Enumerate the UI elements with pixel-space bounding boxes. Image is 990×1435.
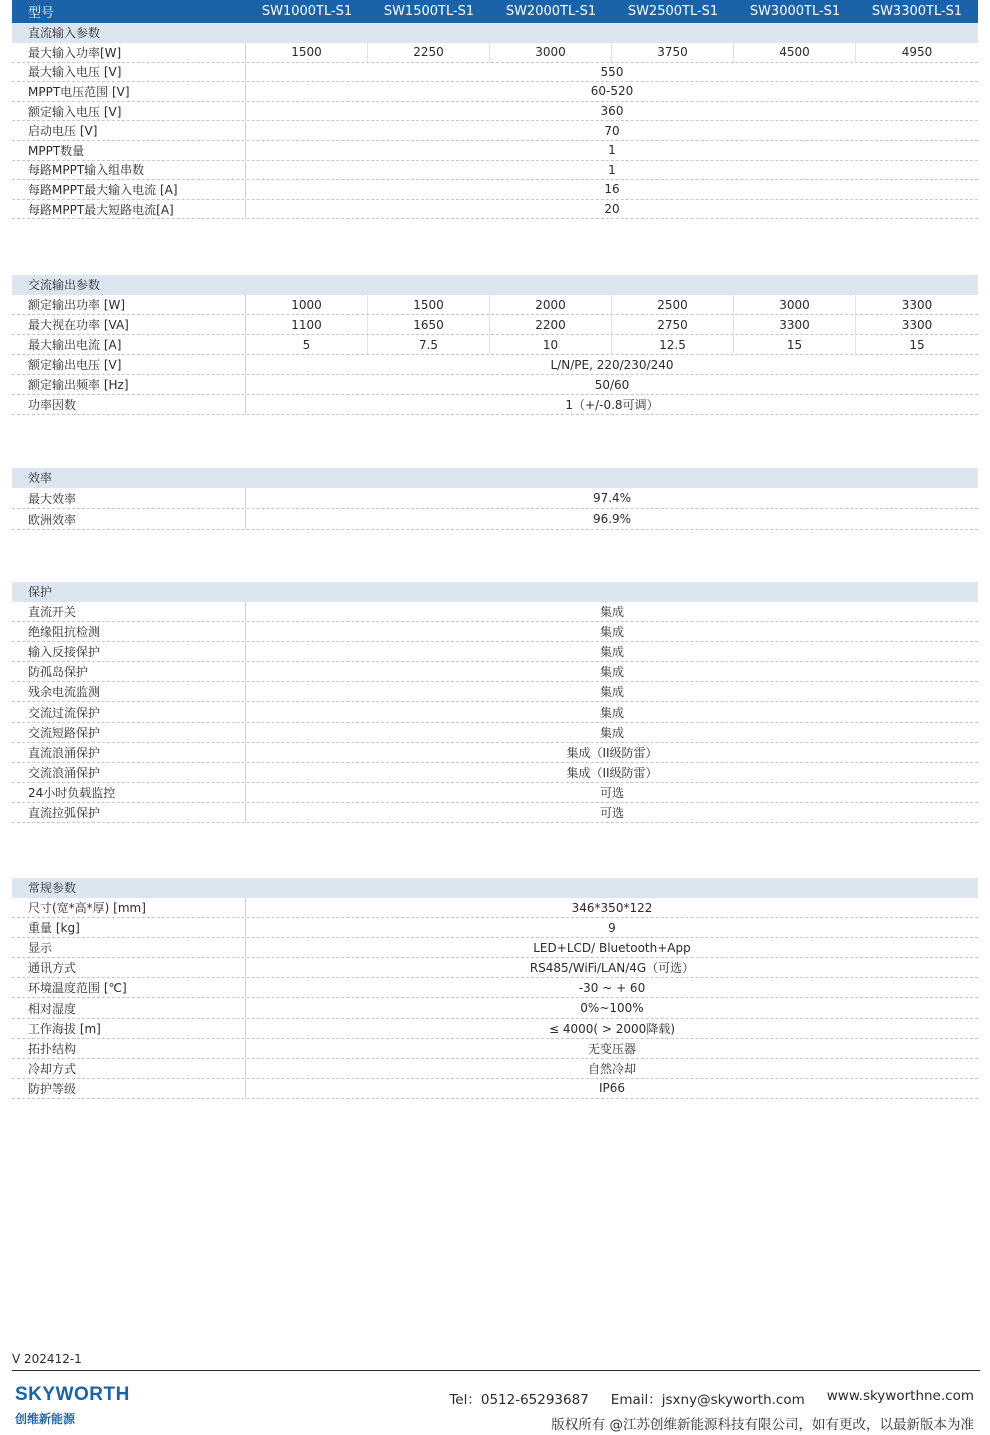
row-label: 环境温度范围 [℃] (12, 978, 246, 997)
tel-text: Tel：0512-65293687 (449, 1392, 589, 1408)
table-row (12, 63, 978, 83)
row-label: 欧洲效率 (12, 509, 246, 529)
row-value: 12.5 (612, 335, 734, 354)
row-value: 2200 (490, 315, 612, 334)
row-label: 重量 [kg] (12, 918, 246, 937)
table-row (12, 998, 978, 1018)
copyright-text: 版权所有 @江苏创维新能源科技有限公司，如有更改，以最新版本为准 (551, 1417, 974, 1433)
row-label: 交流浪涌保护 (12, 763, 246, 782)
row-label: 额定输入电压 [V] (12, 102, 246, 121)
section-ac (12, 275, 978, 415)
section-efficiency (12, 468, 978, 530)
row-label: 输入反接保护 (12, 642, 246, 661)
row-value: 3000 (490, 43, 612, 62)
row-value-merged: 自然冷却 (587, 1061, 636, 1076)
row-value-merged: 1 (608, 143, 616, 158)
row-label: 交流短路保护 (12, 723, 246, 742)
table-row (12, 335, 978, 355)
row-label: 每路MPPT最大输入电流 [A] (12, 180, 246, 199)
row-value-merged: 集成（II级防雷） (566, 765, 658, 780)
row-value: 15 (734, 335, 856, 354)
row-value-merged: 16 (604, 182, 620, 197)
row-label: 额定输出频率 [Hz] (12, 375, 246, 394)
table-row (12, 763, 978, 783)
table-row (12, 375, 978, 395)
row-label: 额定输出功率 [W] (12, 295, 246, 314)
row-value-merged: 可选 (599, 785, 624, 800)
row-value: 7.5 (368, 335, 490, 354)
row-value: 3300 (901, 297, 933, 312)
row-value-merged: 集成 (599, 625, 624, 640)
section-rows (12, 488, 978, 530)
row-value-merged: 9 (608, 920, 616, 935)
model-name: SW2500TL-S1 (627, 4, 719, 19)
model-name: SW3000TL-S1 (749, 4, 841, 19)
row-label: 每路MPPT输入组串数 (12, 161, 246, 180)
row-value: 2250 (368, 43, 490, 62)
table-row (12, 938, 978, 958)
row-label: 最大视在功率 [VA] (12, 315, 246, 334)
skyworth-logo-subtitle: 创维新能源 (15, 1412, 76, 1426)
table-row (12, 642, 978, 662)
row-label: 通讯方式 (12, 958, 246, 977)
row-value: 2750 (612, 315, 734, 334)
row-label: MPPT数量 (12, 141, 246, 160)
table-row (12, 395, 978, 415)
row-value: 1500 (246, 43, 368, 62)
row-value: 15 (909, 337, 925, 352)
row-label: 启动电压 [V] (12, 121, 246, 140)
table-row (12, 622, 978, 642)
section-rows (12, 602, 978, 823)
table-row (12, 1079, 978, 1099)
section-rows (12, 898, 978, 1099)
row-value: 10 (490, 335, 612, 354)
contact-info (449, 1388, 974, 1408)
model-header-row (12, 0, 978, 23)
section-title: 保护 (12, 582, 978, 602)
row-value-merged: 集成 (599, 645, 624, 660)
row-label: 显示 (12, 938, 246, 957)
model-name: SW3300TL-S1 (871, 4, 963, 19)
row-value: 1000 (246, 295, 368, 314)
model-label: 型号 (28, 6, 55, 21)
row-value-merged: 集成 (599, 685, 624, 700)
table-row (12, 43, 978, 63)
row-value: 2500 (612, 295, 734, 314)
table-row (12, 898, 978, 918)
model-name: SW2000TL-S1 (505, 4, 597, 19)
table-row (12, 783, 978, 803)
website-text: www.skyworthne.com (826, 1388, 974, 1404)
row-label: 最大效率 (12, 488, 246, 508)
row-value-merged: 360 (600, 104, 624, 119)
row-label: 最大输入电压 [V] (12, 63, 246, 82)
row-value: 4500 (734, 43, 856, 62)
table-row (12, 488, 978, 509)
table-row (12, 141, 978, 161)
row-value: 3300 (901, 317, 933, 332)
footer-divider (12, 1370, 980, 1371)
row-value-merged: RS485/WiFi/LAN/4G（可选） (529, 961, 695, 976)
section-title: 效率 (12, 468, 978, 488)
row-value-merged: 50/60 (594, 377, 630, 392)
row-label: 拓扑结构 (12, 1039, 246, 1058)
row-value-merged: IP66 (598, 1081, 626, 1096)
row-label: 功率因数 (12, 395, 246, 414)
row-value-merged: 无变压器 (587, 1041, 636, 1056)
row-label: 防护等级 (12, 1079, 246, 1098)
row-value-merged: 346*350*122 (571, 900, 653, 915)
section-title: 常规参数 (12, 878, 978, 898)
table-row (12, 509, 978, 530)
table-row (12, 295, 978, 315)
row-value-merged: 可选 (599, 805, 624, 820)
table-row (12, 102, 978, 122)
row-value: 1650 (368, 315, 490, 334)
row-label: 24小时负载监控 (12, 783, 246, 802)
row-value-merged: LED+LCD/ Bluetooth+App (533, 940, 691, 955)
version-label: V 202412-1 (12, 1352, 82, 1366)
row-value: 3300 (734, 315, 856, 334)
row-value: 3750 (612, 43, 734, 62)
row-value: 5 (246, 335, 368, 354)
table-row (12, 355, 978, 375)
section-rows (12, 295, 978, 415)
table-row (12, 958, 978, 978)
row-value-merged: 96.9% (592, 512, 632, 526)
table-row (12, 121, 978, 141)
section-general (12, 878, 978, 1099)
row-value: 3000 (734, 295, 856, 314)
row-value: 1100 (246, 315, 368, 334)
row-value-merged: 1 (608, 162, 616, 177)
row-value-merged: 1（+/-0.8可调） (565, 398, 659, 412)
row-value-merged: -30 ~ + 60 (578, 980, 646, 995)
section-title: 交流输出参数 (12, 275, 978, 295)
row-label: 直流开关 (12, 602, 246, 621)
email-text: Email：jsxny@skyworth.com (610, 1392, 805, 1408)
row-value: 1500 (368, 295, 490, 314)
table-row (12, 602, 978, 622)
row-label: 每路MPPT最大短路电流[A] (12, 200, 246, 219)
row-value-merged: 60-520 (590, 84, 634, 99)
spec-sheet (12, 0, 978, 23)
row-label: 尺寸(宽*高*厚) [mm] (12, 898, 246, 917)
table-row (12, 315, 978, 335)
row-value-merged: 集成 (599, 705, 624, 720)
row-value: 2000 (490, 295, 612, 314)
row-value-merged: 20 (604, 202, 620, 217)
table-row (12, 978, 978, 998)
skyworth-logo: SKYWORTH (15, 1384, 130, 1405)
row-value-merged: 集成 (599, 725, 624, 740)
row-label: 直流拉弧保护 (12, 803, 246, 822)
row-value-merged: 0%~100% (580, 1001, 644, 1016)
table-row (12, 1019, 978, 1039)
table-row (12, 743, 978, 763)
row-label: 绝缘阻抗检测 (12, 622, 246, 641)
table-row (12, 918, 978, 938)
row-label: 最大输出电流 [A] (12, 335, 246, 354)
section-title: 直流输入参数 (12, 23, 978, 43)
table-row (12, 662, 978, 682)
row-label: 额定输出电压 [V] (12, 355, 246, 374)
row-value-merged: 70 (604, 123, 620, 138)
row-value: 4950 (901, 45, 933, 60)
row-label: 交流过流保护 (12, 702, 246, 721)
row-label: 最大输入功率[W] (12, 43, 246, 62)
row-label: 冷却方式 (12, 1059, 246, 1078)
row-label: 直流浪涌保护 (12, 743, 246, 762)
row-label: MPPT电压范围 [V] (12, 82, 246, 101)
model-name: SW1500TL-S1 (383, 4, 475, 19)
row-label: 相对湿度 (12, 998, 246, 1017)
row-value-merged: 集成（II级防雷） (566, 745, 658, 760)
table-row (12, 1059, 978, 1079)
table-row (12, 82, 978, 102)
row-label: 工作海拔 [m] (12, 1019, 246, 1038)
row-value-merged: 550 (600, 64, 624, 79)
table-row (12, 723, 978, 743)
row-value-merged: L/N/PE, 220/230/240 (550, 357, 674, 372)
row-value-merged: 集成 (599, 665, 624, 680)
row-value-merged: 97.4% (592, 491, 632, 505)
section-protection (12, 582, 978, 823)
row-value-merged: 集成 (599, 605, 624, 620)
table-row (12, 200, 978, 220)
model-name: SW1000TL-S1 (261, 4, 353, 19)
row-value-merged: ≤ 4000( > 2000降载) (549, 1021, 675, 1036)
section-dc (12, 23, 978, 219)
table-row (12, 682, 978, 702)
table-row (12, 161, 978, 181)
row-label: 防孤岛保护 (12, 662, 246, 681)
table-row (12, 1039, 978, 1059)
table-row (12, 803, 978, 823)
table-row (12, 702, 978, 722)
section-rows (12, 43, 978, 219)
row-label: 残余电流监测 (12, 682, 246, 701)
table-row (12, 180, 978, 200)
